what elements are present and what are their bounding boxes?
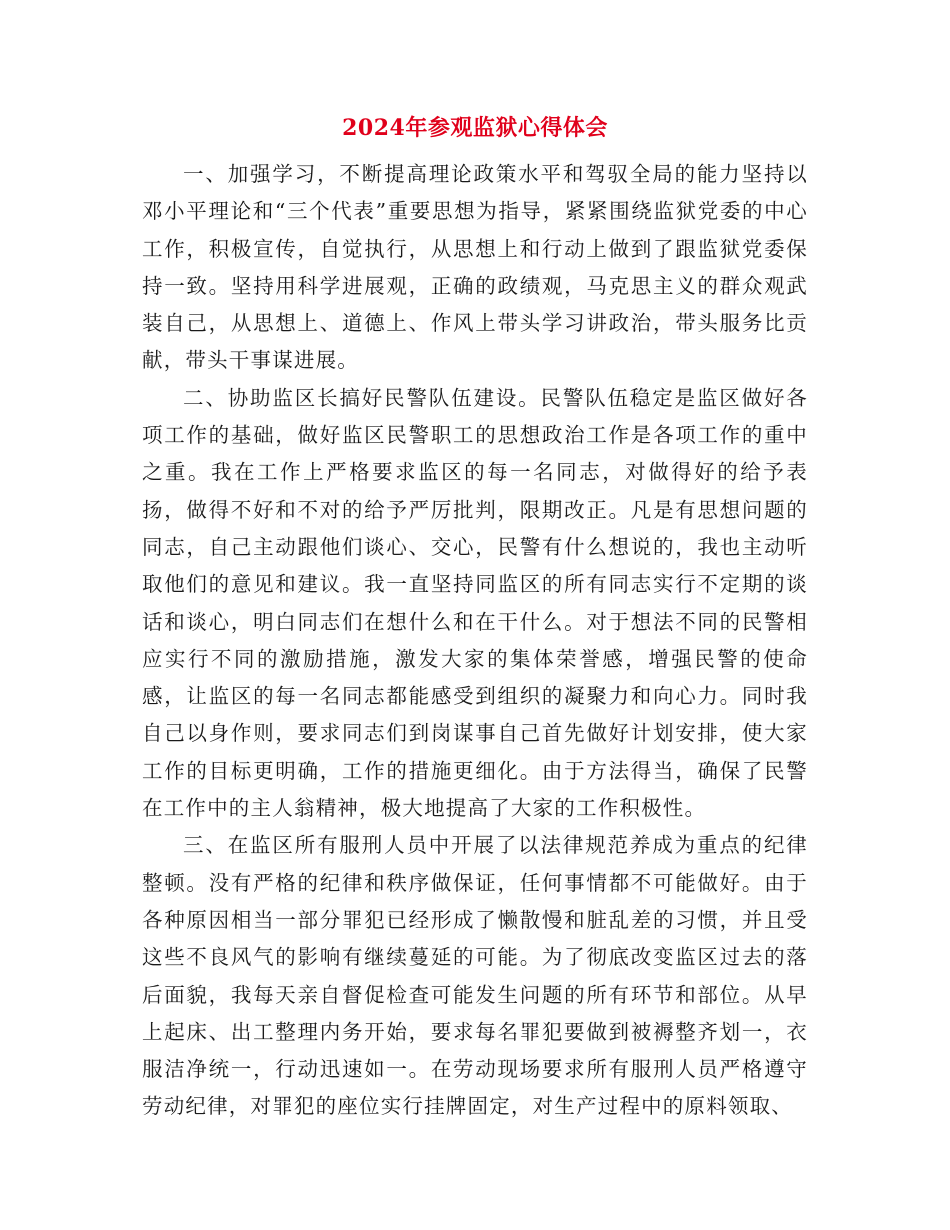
document-title: 2024年参观监狱心得体会 bbox=[342, 115, 608, 141]
paragraph-2: 二、协助监区长搞好民警队伍建设。民警队伍稳定是监区做好各项工作的基础，做好监区民警职工的思想政治工作是各项工作的重中之重。我在工作上严格要求监区的每一名同志，对做得好的给予表扬，做得不好和不对的给予严厉批判，限期改正。凡是有思想问题的同志，自己主动跟他们谈心、交心，民警有什么想说的，我也主动听取他们的意见和建议。我一直坚持同监区的所有同志实行不定期的谈话和谈心，明白同志们在想什么和在干什么。对于想法不同的民警相应实行不同的激励措施，激发大家的集体荣誉感，增强民警的使命感，让监区的每一名同志都能感受到组织的凝聚力和向心力。同时我自己以身作则，要求同志们到岗谋事自己首先做好计划安排，使大家工作的目标更明确，工作的措施更细化。由于方法得当，确保了民警在工作中的主人翁精神，极大地提高了大家的工作积极性。 bbox=[142, 385, 808, 821]
paragraph-3: 三、在监区所有服刑人员中开展了以法律规范养成为重点的纪律整顿。没有严格的纪律和秩序做保证，任何事情都不可能做好。由于各种原因相当一部分罪犯已经形成了懒散慢和脏乱差的习惯，并且受这些不良风气的影响有继续蔓延的可能。为了彻底改变监区过去的落后面貌，我每天亲自督促检查可能发生问题的所有环节和部位。从早上起床、出工整理内务开始，要求每名罪犯要做到被褥整齐划一，衣服洁净统一，行动迅速如一。在劳动现场要求所有服刑人员严格遵守劳动纪律，对罪犯的座位实行挂牌固定，对生产过程中的原料领取、 bbox=[142, 833, 808, 1119]
paragraph-1: 一、加强学习，不断提高理论政策水平和驾驭全局的能力坚持以邓小平理论和“三个代表”重要思想为指导，紧紧围绕监狱党委的中心工作，积极宣传，自觉执行，从思想上和行动上做到了跟监狱党委保持一致。坚持用科学进展观，正确的政绩观，马克思主义的群众观武装自己，从思想上、道德上、作风上带头学习讲政治，带头服务比贡献，带头干事谋进展。 bbox=[142, 162, 808, 373]
